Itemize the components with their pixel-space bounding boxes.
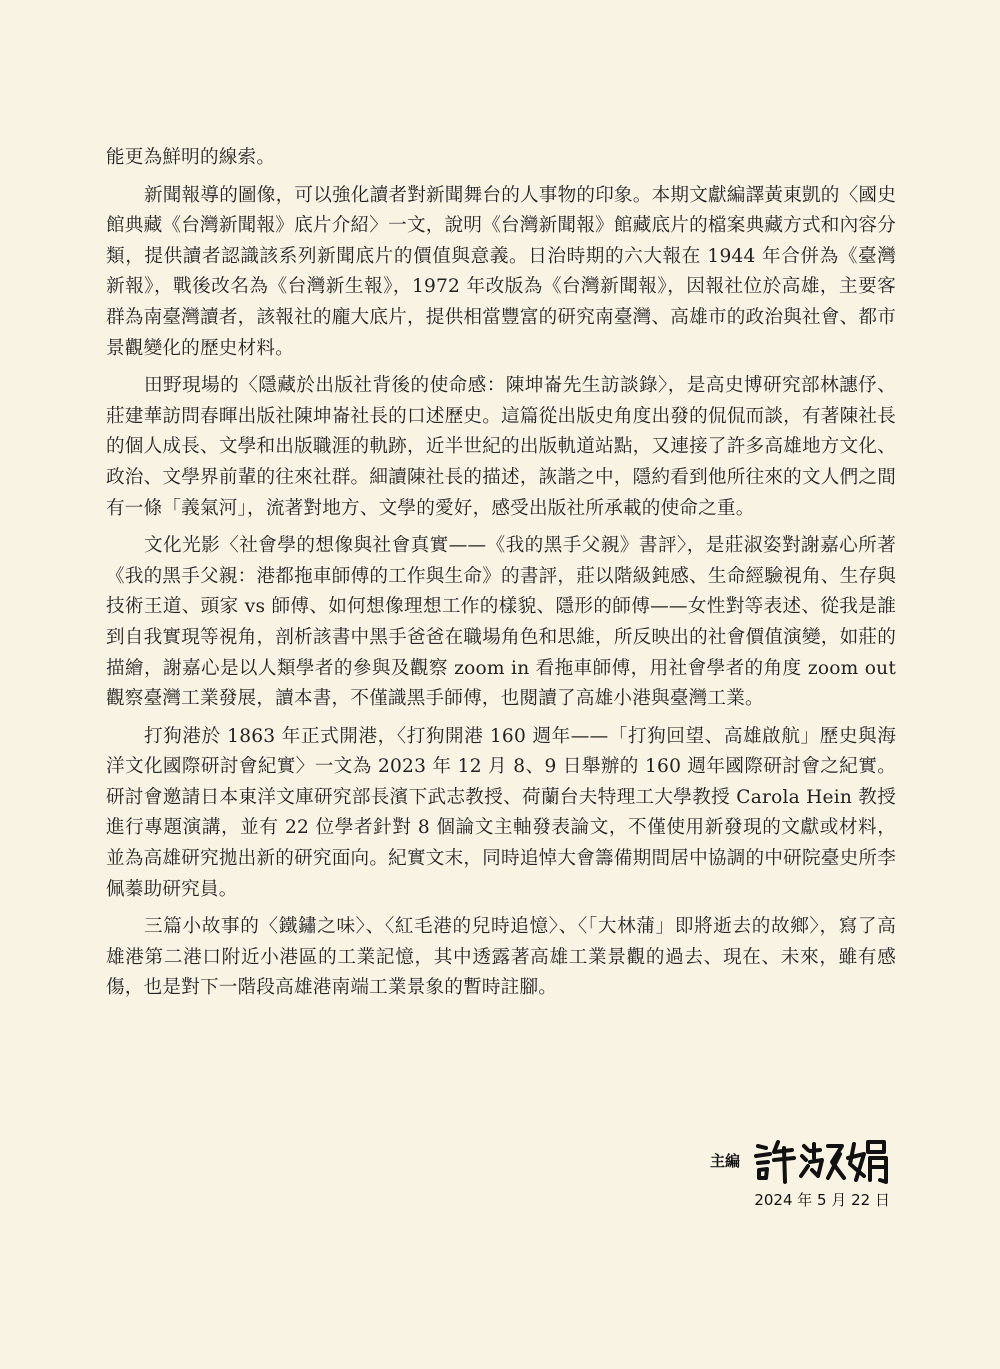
body-text bbox=[106, 143, 896, 1004]
editor-label: 主編 bbox=[709, 1151, 740, 1170]
paragraph-4: 打狗港於 1863 年正式開港，〈打狗開港 160 週年——「打狗回望、高雄啟航」歷史與海洋文化國際研討會紀實〉一文為 2023 年 12 月 8、9 日舉辦的 160 週年國際研討會之紀實。研討會邀請日本東洋文庫研究部長濱下武志教授、荷蘭台夫特理工大學教授 Carola Hein 教授進行專題演講，並有 22 位學者針對 8 個論文主軸發表論文，不僅使用新發現的文獻或材料，並為高雄研究拋出新的研究面向。紀實文末，同時追悼大會籌備期間居中協調的中研院臺史所李佩蓁助研究員。 bbox=[106, 725, 896, 900]
paragraph-0: 能更為鮮明的線索。 bbox=[106, 147, 276, 168]
paragraph-1: 新聞報導的圖像，可以強化讀者對新聞舞台的人事物的印象。本期文獻編譯黃東凱的〈國史館典藏《台灣新聞報》底片介紹〉一文，說明《台灣新聞報》館藏底片的檔案典藏方式和內容分類，提供讀者認識該系列新聞底片的價值與意義。日治時期的六大報在 1944 年合併為《臺灣新報》，戰後改名為《台灣新生報》，1972 年改版為《台灣新聞報》，因報社位於高雄，主要客群為南臺灣讀者，該報社的龐大底片，提供相當豐富的研究南臺灣、高雄市的政治與社會、都市景觀變化的歷史材料。 bbox=[106, 184, 896, 359]
paragraph-3: 文化光影〈社會學的想像與社會真實——《我的黑手父親》書評〉，是莊淑姿對謝嘉心所著《我的黑手父親：港都拖車師傅的工作與生命》的書評，莊以階級鈍感、生命經驗視角、生存與技術王道、頭家 vs 師傅、如何想像理想工作的樣貌、隱形的師傅——女性對等表述、從我是誰到自我實現等視角，剖析該書中黑手爸爸在職場角色和思維，所反映出的社會價值演變，如莊的描繪，謝嘉心是以人類學者的參與及觀察 zoom in 看拖車師傅，用社會學者的角度 zoom out 觀察臺灣工業發展，讀本書，不僅識黑手師傅，也閱讀了高雄小港與臺灣工業。 bbox=[106, 535, 896, 710]
paragraph-2: 田野現場的〈隱藏於出版社背後的使命感：陳坤崙先生訪談錄〉，是高史博研究部林譓伃、莊建華訪問春暉出版社陳坤崙社長的口述歷史。這篇從出版史角度出發的侃侃而談，有著陳社長的個人成長、文學和出版職涯的軌跡，近半世紀的出版軌道站點，又連接了許多高雄地方文化、政治、文學界前輩的往來社群。細讀陳社長的描述，詼諧之中，隱約看到他所往來的文人們之間有一條「義氣河」，流著對地方、文學的愛好，感受出版社所承載的使命之重。 bbox=[106, 375, 896, 519]
editor-signature bbox=[710, 1136, 892, 1184]
signature-date: 2024 年 5 月 22 日 bbox=[754, 1191, 890, 1209]
paragraph-5: 三篇小故事的〈鐵鏽之味〉、〈紅毛港的兒時追憶〉、〈「大林蒲」即將逝去的故鄉〉，寫了高雄港第二港口附近小港區的工業記憶，其中透露著高雄工業景觀的過去、現在、未來，雖有感傷，也是對下一階段高雄港南端工業景象的暫時註腳。 bbox=[106, 916, 896, 999]
handwritten-signature bbox=[752, 1136, 892, 1184]
